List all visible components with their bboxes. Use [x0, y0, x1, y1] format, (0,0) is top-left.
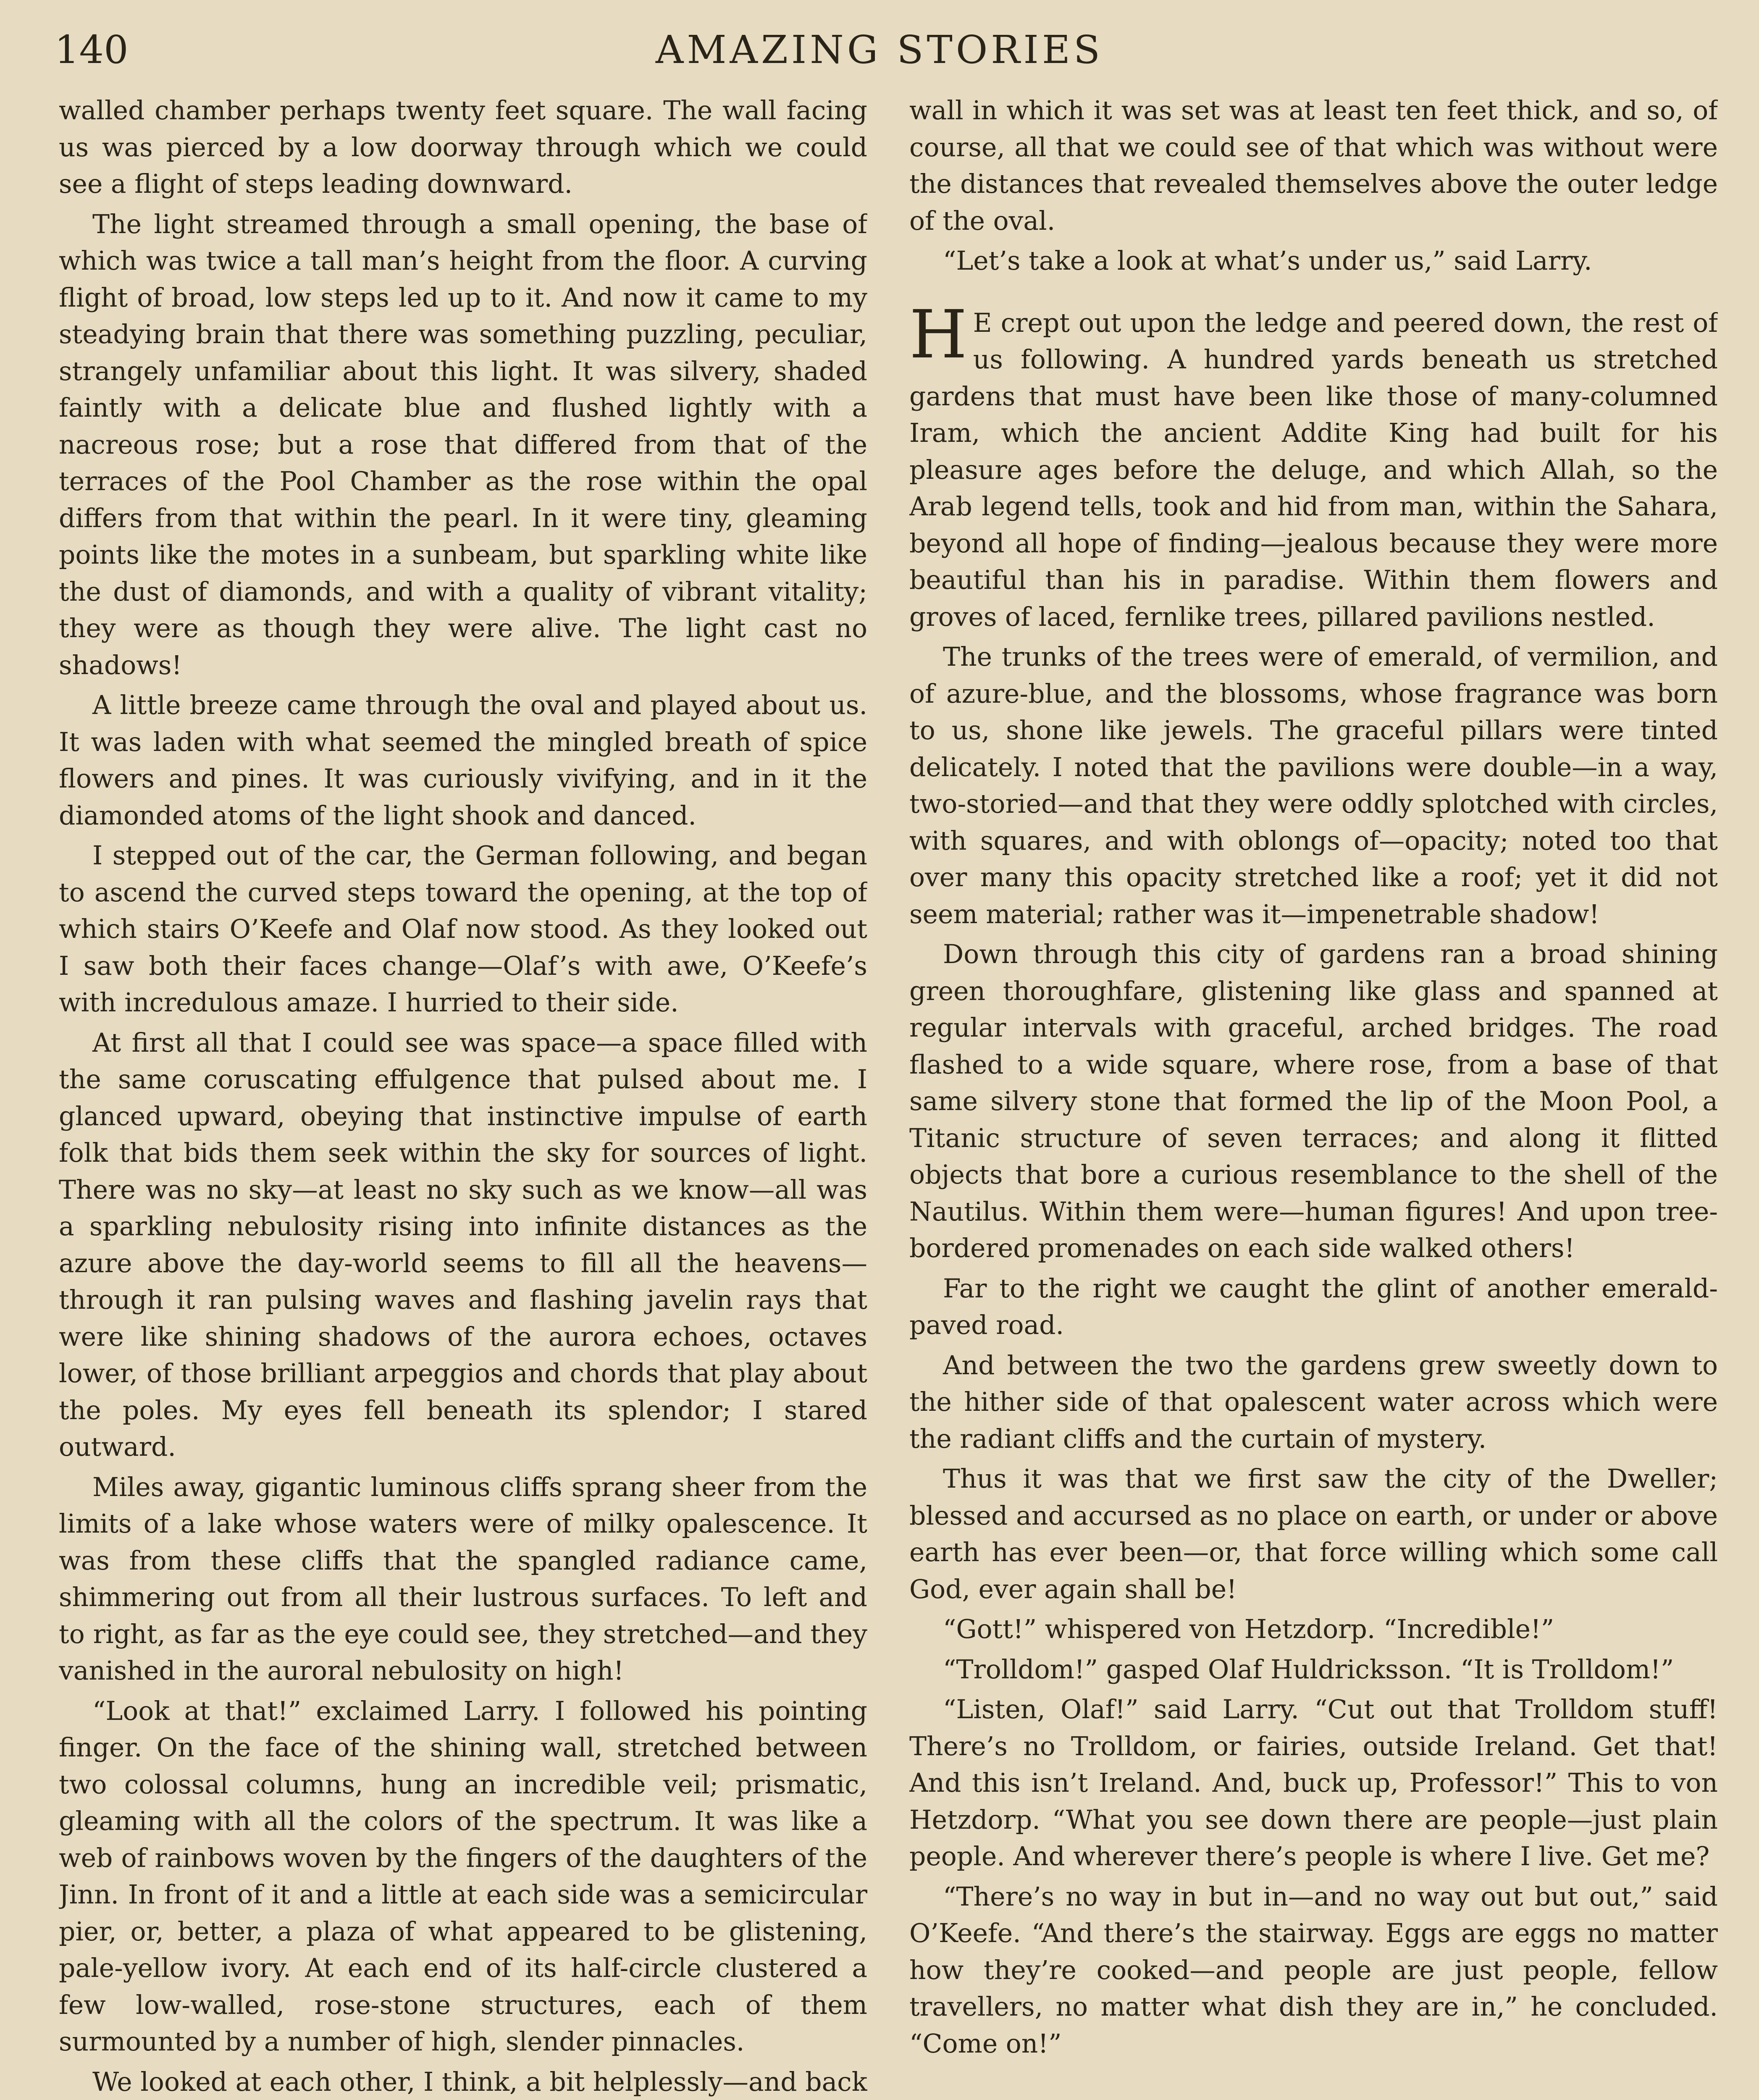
drop-cap: H: [909, 296, 967, 373]
right-paragraph-5: Down through this city of gardens ran a broad shining green thoroughfare, glistening like glass and spanned at regular intervals with graceful, arched bridges. The road flashed to a wide square, where rose, from a base of that same silvery stone that formed the lip of the Moon Pool, a Titanic structure of seven terraces; and along it flitted objects that bore a curious resemblance to the shell of the Nautilus. Within them were—human figures! And upon tree-bordered promenades on each side walked others!: [909, 939, 1718, 1263]
left-paragraph-3: A little breeze came through the oval and played about us. It was laden with what seemed the mingled breath of spice flowers and pines. It was curiously vivifying, and in it the diamonded atoms of the light shook and danced.: [59, 690, 867, 831]
left-paragraph-8: We looked at each other, I think, a bit helplessly—and back: [92, 2066, 867, 2097]
magazine-title: AMAZING STORIES: [655, 27, 1104, 72]
right-paragraph-6: Far to the right we caught the glint of another emerald-paved road.: [909, 1273, 1718, 1340]
right-paragraph-11: “Listen, Olaf!” said Larry. “Cut out that Trolldom stuff! There’s no Trolldom, or fairies, outside Ireland. Get that! And this isn’t Ireland. And, buck up, Professor!” This to von Hetzdorp. “What you see down there are people—just plain people. And wherever there’s people is where I live. Get me?: [909, 1694, 1718, 1872]
left-column: [59, 92, 867, 2100]
right-paragraph-7: And between the two the gardens grew sweetly down to the hither side of that opalescent water across which were the radiant cliffs and the curtain of mystery.: [909, 1350, 1718, 1454]
right-paragraph-3-text: E crept out upon the ledge and peered down, the rest of us following. A hundred yards beneath us stretched gardens that must have been like those of many-columned Iram, which the ancient Addite King had built for his pleasure ages before the deluge, and which Allah, so the Arab legend tells, took and hid from man, within the Sahara, beyond all hope of finding—jealous because they were more beautiful than his in paradise. Within them flowers and groves of laced, fernlike trees, pillared pavilions nestled.: [909, 307, 1718, 632]
left-paragraph-2: The light streamed through a small opening, the base of which was twice a tall man’s height from the floor. A curving flight of broad, low steps led up to it. And now it came to my steadying brain that there was something puzzling, peculiar, strangely unfamiliar about this light. It was silvery, shaded faintly with a delicate blue and flushed lightly with a nacreous rose; but a rose that differed from that of the terraces of the Pool Chamber as the rose within the opal differs from that within the pearl. In it were tiny, gleaming points like the motes in a sunbeam, but sparkling white like the dust of diamonds, and with a quality of vibrant vitality; they were as though they were alive. The light cast no shadows!: [59, 209, 867, 680]
right-paragraph-1: wall in which it was set was at least ten feet thick, and so, of course, all that we could see of that which was without were the distances that revealed themselves above the outer ledge of the oval.: [909, 95, 1718, 236]
left-paragraph-7: “Look at that!” exclaimed Larry. I followed his pointing finger. On the face of the shining wall, stretched between two colossal columns, hung an incredible veil; prismatic, gleaming with all the colors of the spectrum. It was like a web of rainbows woven by the fingers of the daughters of the Jinn. In front of it and a little at each side was a semicircular pier, or, better, a plaza of what appeared to be glistening, pale-yellow ivory. At each end of its half-circle clustered a few low-walled, rose-stone structures, each of them surmounted by a number of high, slender pinnacles.: [59, 1696, 867, 2057]
right-paragraph-10: “Trolldom!” gasped Olaf Huldricksson. “It is Trolldom!”: [943, 1654, 1674, 1685]
page-header: [50, 23, 1709, 74]
right-paragraph-3: [909, 296, 1718, 636]
right-paragraph-12: “There’s no way in but in—and no way out but out,” said O’Keefe. “And there’s the stairway. Eggs are eggs no matter how they’re cooked—and people are just people, fellow travellers, no matter what dish they are in,” he concluded. “Come on!”: [909, 1881, 1718, 2059]
section-break: [909, 280, 1718, 305]
left-paragraph-5: At first all that I could see was space—a space filled with the same coruscating effulgence that pulsed about me. I glanced upward, obeying that instinctive impulse of earth folk that bids them seek within the sky for sources of light. There was no sky—at least no sky such as we know—all was a sparkling nebulosity rising into infinite distances as the azure above the day-world seems to fill all the heavens—through it ran pulsing waves and flashing javelin rays that were like shining shadows of the aurora echoes, octaves lower, of those brilliant arpeggios and chords that play about the poles. My eyes fell beneath its splendor; I stared outward.: [59, 1027, 867, 1462]
right-paragraph-8: Thus it was that we first saw the city of the Dweller; blessed and accursed as no place on earth, or under or above earth has ever been—or, that force willing which some call God, ever again shall be!: [909, 1464, 1718, 1604]
left-paragraph-1: walled chamber perhaps twenty feet square. The wall facing us was pierced by a low doorway through which we could see a flight of steps leading downward.: [59, 95, 867, 199]
right-paragraph-4: The trunks of the trees were of emerald, of vermilion, and of azure-blue, and the blossoms, whose fragrance was born to us, shone like jewels. The graceful pillars were tinted delicately. I noted that the pavilions were double—in a way, two-storied—and that they were oddly splotched with circles, with squares, and with oblongs of—opacity; noted too that over many this opacity stretched like a roof; yet it did not seem material; rather was it—impenetrable shadow!: [909, 642, 1718, 929]
right-paragraph-2: “Let’s take a look at what’s under us,” said Larry.: [943, 246, 1592, 276]
page-number: 140: [55, 27, 129, 72]
left-paragraph-4: I stepped out of the car, the German following, and began to ascend the curved steps toward the opening, at the top of which stairs O’Keefe and Olaf now stood. As they looked out I saw both their faces change—Olaf’s with awe, O’Keefe’s with incredulous amaze. I hurried to their side.: [59, 840, 867, 1018]
right-column: [909, 92, 1718, 2100]
left-paragraph-6: Miles away, gigantic luminous cliffs sprang sheer from the limits of a lake whose waters were of milky opalescence. It was from these cliffs that the spangled radiance came, shimmering out from all their lustrous surfaces. To left and to right, as far as the eye could see, they stretched—and they vanished in the auroral nebulosity on high!: [59, 1472, 867, 1686]
right-paragraph-9: “Gott!” whispered von Hetzdorp. “Incredible!”: [943, 1614, 1554, 1644]
